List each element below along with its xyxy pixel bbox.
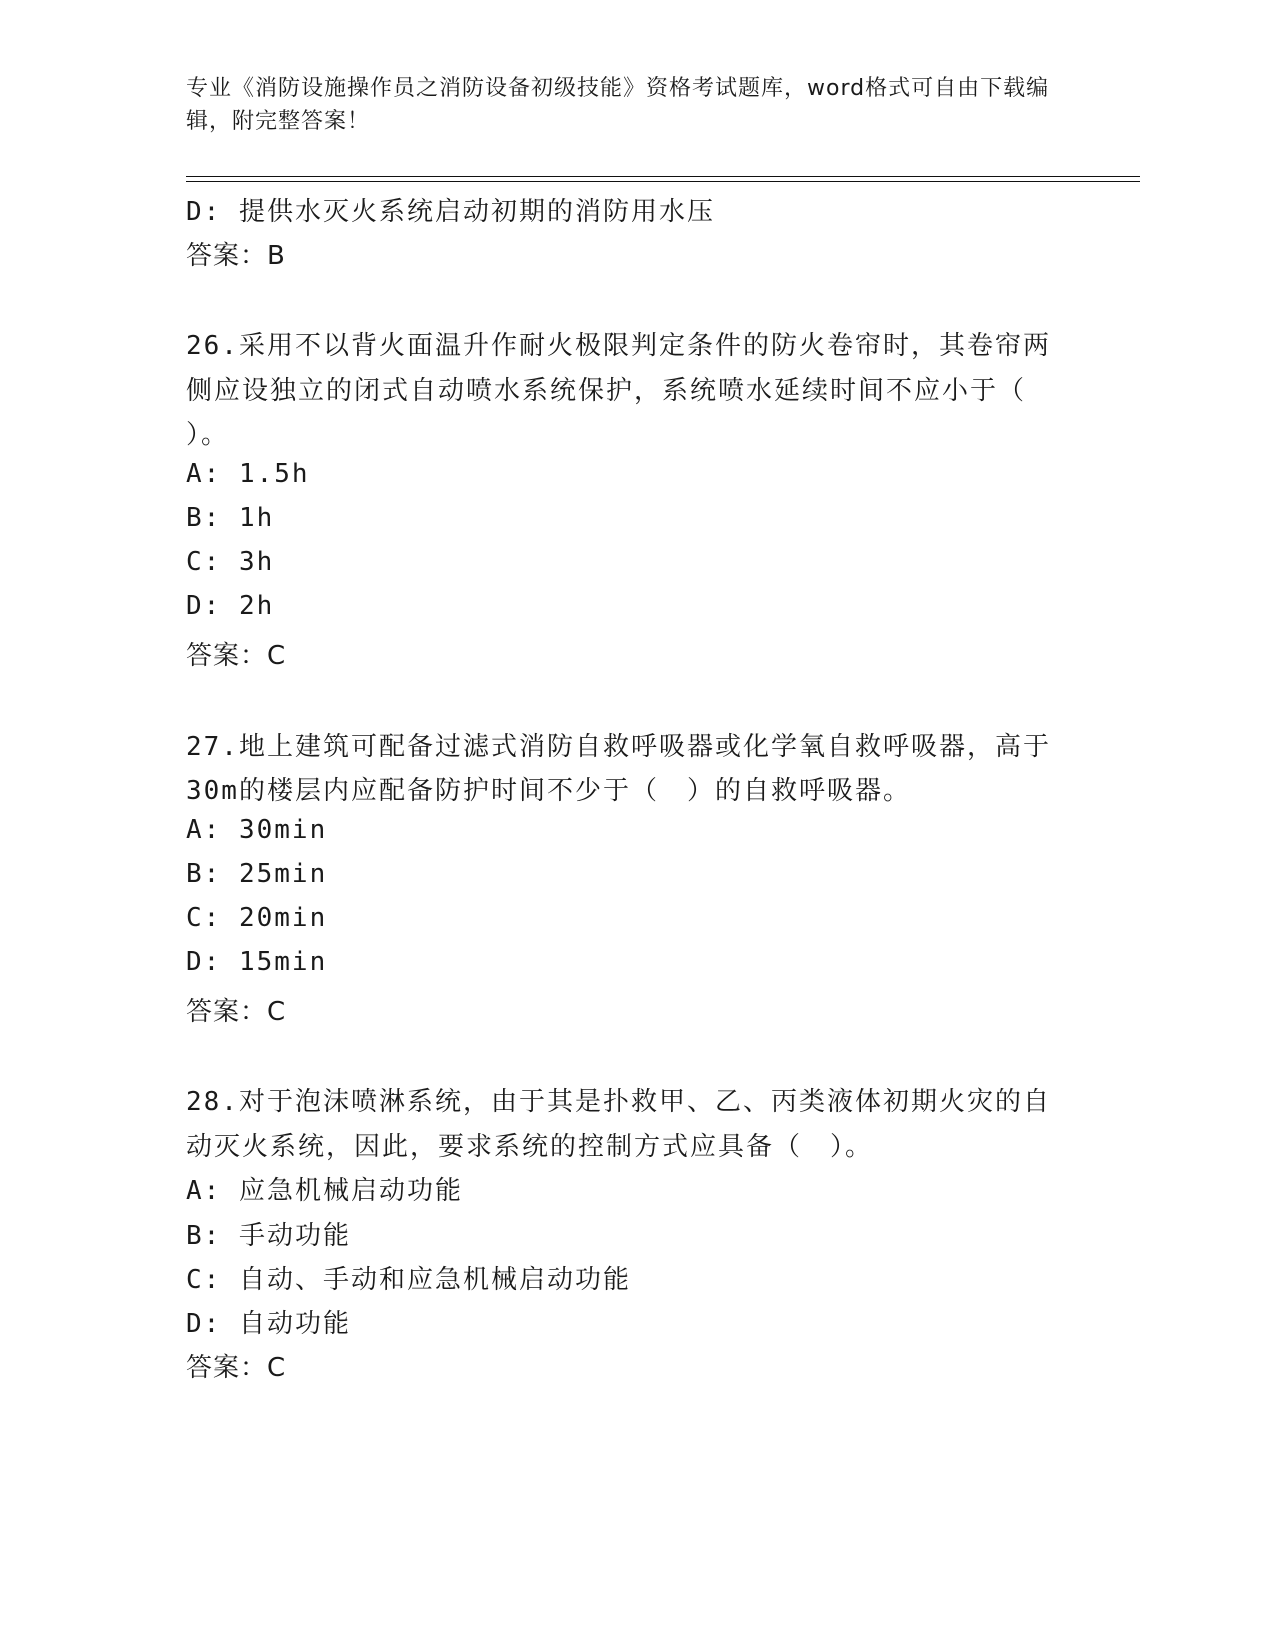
prev-option-d: D: 提供水灭火系统启动初期的消防用水压 — [186, 197, 715, 227]
q26-option-c: C: 3h — [186, 547, 275, 577]
q26-stem-line-2: 侧应设独立的闭式自动喷水系统保护，系统喷水延续时间不应小于（ — [186, 376, 1027, 406]
q26-option-d: D: 2h — [186, 591, 275, 621]
q27-option-d: D: 15min — [186, 947, 328, 977]
q27-option-c: C: 20min — [186, 903, 328, 933]
q28-stem-line-1: 28.对于泡沫喷淋系统，由于其是扑救甲、乙、丙类液体初期火灾的自 — [186, 1087, 1051, 1117]
q28-answer: 答案：C — [186, 1353, 287, 1383]
q28-option-a: A: 应急机械启动功能 — [186, 1176, 463, 1206]
q27-stem-line-2: 30m的楼层内应配备防护时间不少于（ ）的自救呼吸器。 — [186, 776, 911, 806]
header-rule-bottom — [186, 181, 1140, 182]
header-rule-top — [186, 176, 1140, 177]
q28-option-b: B: 手动功能 — [186, 1221, 351, 1251]
q26-option-b: B: 1h — [186, 503, 275, 533]
q27-stem-line-1: 27.地上建筑可配备过滤式消防自救呼吸器或化学氧自救呼吸器，高于 — [186, 732, 1051, 762]
q27-option-b: B: 25min — [186, 859, 328, 889]
q27-option-a: A: 30min — [186, 815, 328, 845]
q26-stem-line-3: ）。 — [186, 420, 230, 450]
q28-option-c: C: 自动、手动和应急机械启动功能 — [186, 1265, 631, 1295]
q26-answer: 答案：C — [186, 641, 287, 671]
q26-option-a: A: 1.5h — [186, 459, 310, 489]
document-header: 专业《消防设施操作员之消防设备初级技能》资格考试题库，word格式可自由下载编辑，附完整答案！ — [186, 76, 1050, 134]
q28-option-d: D: 自动功能 — [186, 1309, 351, 1339]
q27-answer: 答案：C — [186, 997, 287, 1027]
q26-stem-line-1: 26.采用不以背火面温升作耐火极限判定条件的防火卷帘时，其卷帘两 — [186, 331, 1051, 361]
prev-answer: 答案：B — [186, 241, 286, 271]
q28-stem-line-2: 动灭火系统，因此，要求系统的控制方式应具备（ ）。 — [186, 1132, 874, 1162]
